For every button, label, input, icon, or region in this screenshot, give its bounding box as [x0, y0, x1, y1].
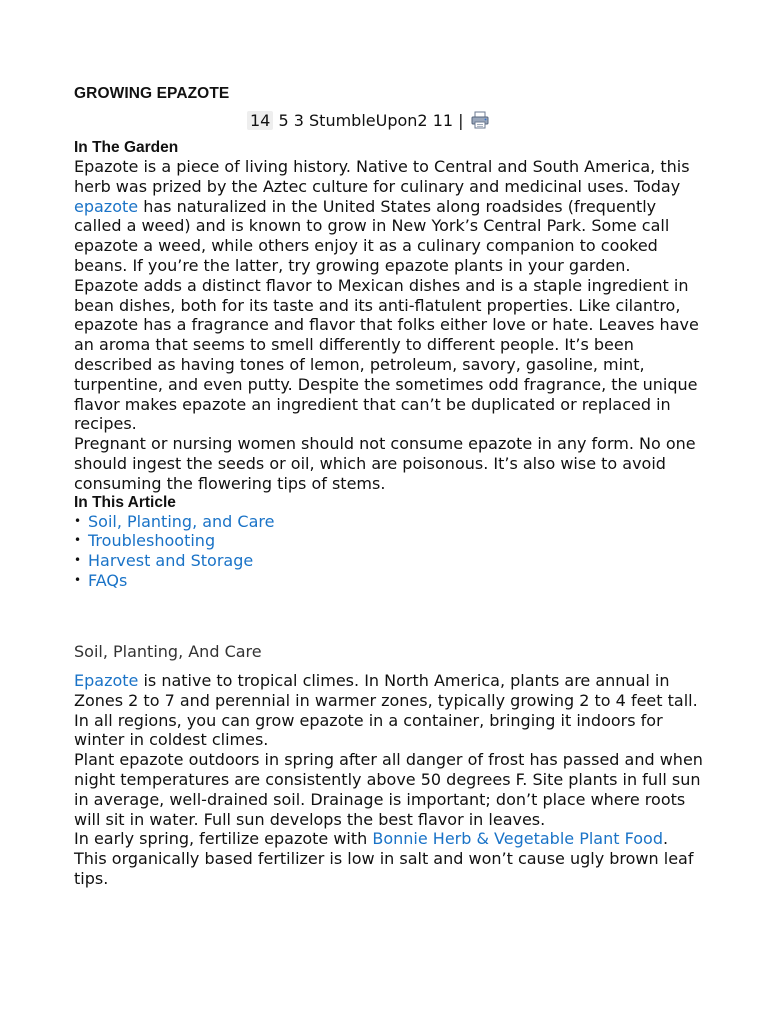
toc-link-faqs[interactable]: FAQs [88, 570, 128, 590]
toc-link-soil[interactable]: Soil, Planting, and Care [88, 511, 275, 531]
garden-p1-text-a: Epazote is a piece of living history. Native to Central and South America, this herb was prized by the Aztec culture for culinary and medicinal uses. Today [74, 157, 690, 196]
toc-bullet: • [74, 513, 82, 528]
soil-section [74, 671, 704, 889]
toc-heading: In This Article [74, 493, 176, 511]
share-count-secondary[interactable]: 5 [278, 111, 289, 130]
stumbleupon-count: 2 [417, 111, 428, 130]
toc-list [74, 512, 704, 591]
toc-bullet: • [74, 533, 82, 548]
toc-item-harvest [74, 551, 704, 571]
page-title: GROWING EPAZOTE [74, 85, 230, 102]
soil-paragraph-2: Plant epazote outdoors in spring after all danger of frost has passed and when night temperatures are consistently above 50 degrees F. Site plants in full sun in average, well-drained soil. Drainage is important; don’t place where roots will sit in water. Full sun develops the best flavor in leaves. [74, 750, 703, 829]
epazote-link[interactable]: epazote [74, 196, 139, 216]
share-count-tertiary[interactable]: 3 [293, 111, 304, 130]
soil-p3-text-b: . This organically based fertilizer is low in salt and won’t cause ugly brown leaf tips. [74, 829, 694, 888]
soil-section-heading: Soil, Planting, And Care [74, 642, 262, 661]
bonnie-plant-food-link[interactable]: Bonnie Herb & Vegetable Plant Food [372, 829, 663, 849]
soil-p1-text: is native to tropical climes. In North America, plants are annual in Zones 2 to 7 and perennial in warmer zones, typically growing 2 to 4 feet tall. In all regions, you can grow epazote in a container, bringing it indoors for winter in coldest climes. [74, 671, 698, 750]
soil-paragraph-3 [74, 829, 704, 888]
printer-icon[interactable] [471, 111, 489, 136]
toc-item-faqs [74, 571, 704, 591]
garden-p1-text-b: has naturalized in the United States along roadsides (frequently called a weed) and is known to grow in New York’s Central Park. Some call epazote a weed, while others enjoy it as a culinary companion to cooked beans. If you’re the latter, try growing epazote plants in your garden. [74, 196, 670, 275]
share-count-primary[interactable]: 14 [247, 111, 273, 130]
epazote-link-2[interactable]: Epazote [74, 671, 139, 690]
toc-link-troubleshooting[interactable]: Troubleshooting [88, 531, 216, 551]
stumbleupon-button[interactable] [309, 111, 428, 130]
toc-item-soil [74, 512, 704, 532]
share-count-quaternary[interactable]: 11 [432, 111, 454, 130]
garden-paragraph-2: Epazote adds a distinct flavor to Mexican dishes and is a staple ingredient in bean dishes, both for its taste and its anti-flatulent properties. Like cilantro, epazote has a fragrance and flavor that folks either love or hate. Leaves have an aroma that seems to smell differently to different people. It’s been described as having tones of lemon, petroleum, savory, gasoline, mint, turpentine, and even putty. Despite the sometimes odd fragrance, the unique flavor makes epazote an ingredient that can’t be duplicated or replaced in recipes. [74, 275, 699, 434]
soil-p3-text-a: In early spring, fertilize epazote with [74, 829, 373, 849]
toc-item-troubleshooting [74, 531, 704, 551]
garden-heading: In The Garden [74, 139, 179, 156]
garden-paragraph-1 [74, 157, 704, 276]
toc-link-harvest[interactable]: Harvest and Storage [88, 551, 254, 571]
share-separator: | [458, 111, 464, 130]
garden-paragraph-3: Pregnant or nursing women should not consume epazote in any form. No one should ingest the seeds or oil, which are poisonous. It’s also wise to avoid consuming the flowering tips of stems. [74, 434, 696, 493]
toc-bullet: • [74, 553, 82, 568]
share-bar [247, 109, 489, 136]
toc-bullet: • [74, 572, 82, 587]
stumbleupon-label: StumbleUpon [309, 111, 418, 130]
garden-section [74, 139, 704, 591]
soil-paragraph-1 [74, 671, 704, 750]
